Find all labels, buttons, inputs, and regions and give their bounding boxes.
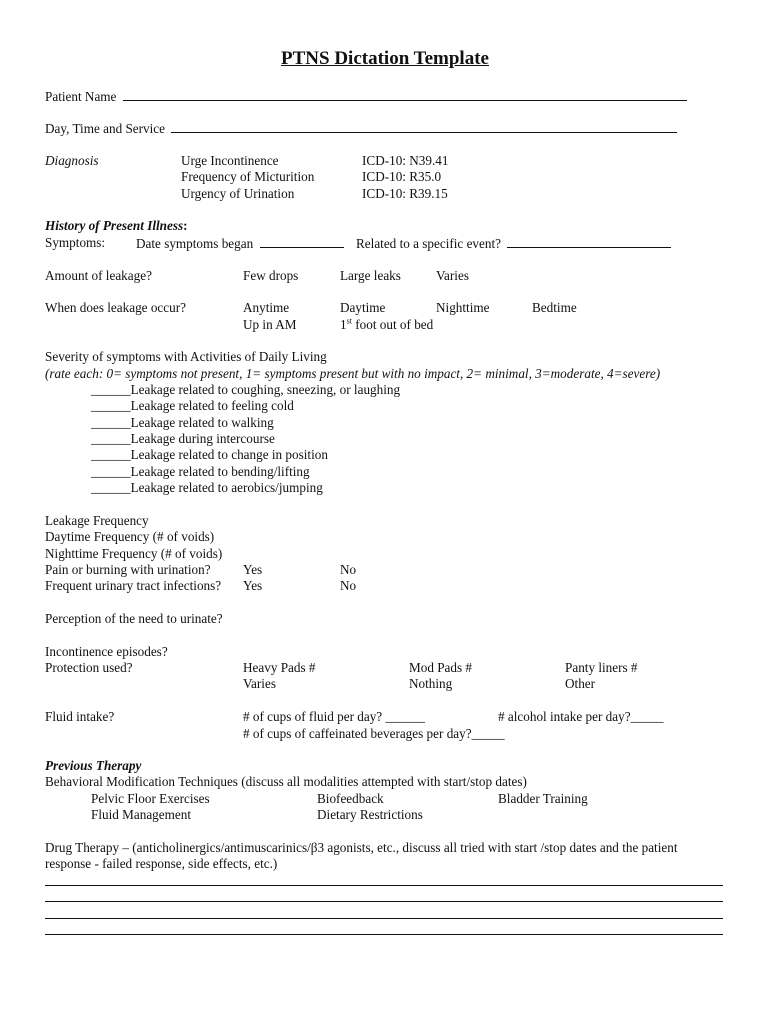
leakage-when-option: Up in AM xyxy=(243,317,297,332)
leakage-frequency-label: Leakage Frequency xyxy=(45,513,149,528)
severity-item-label: Leakage related to coughing, sneezing, or laughing xyxy=(130,382,401,397)
diagnosis-label: Diagnosis xyxy=(45,153,99,168)
diagnosis-code: ICD-10: R39.15 xyxy=(362,186,448,201)
answer-line[interactable] xyxy=(45,901,723,902)
severity-item xyxy=(91,464,310,480)
answer-line[interactable] xyxy=(45,934,723,935)
page-title: PTNS Dictation Template xyxy=(281,48,489,69)
severity-item-label: Leakage related to aerobics/jumping xyxy=(130,480,323,495)
drug-therapy-text-cont: response - failed response, side effects, etc.) xyxy=(45,856,278,871)
protection-option: Nothing xyxy=(409,676,453,691)
leakage-amount-option: Few drops xyxy=(243,268,299,283)
leakage-when-option: Bedtime xyxy=(532,300,577,315)
severity-item xyxy=(91,382,400,398)
therapy-option: Biofeedback xyxy=(317,791,384,806)
answer-line[interactable] xyxy=(45,918,723,919)
severity-item xyxy=(91,398,294,414)
hpi-heading-colon: : xyxy=(183,218,188,233)
leakage-when-label: When does leakage occur? xyxy=(45,300,186,315)
uti-label: Frequent urinary tract infections? xyxy=(45,578,222,593)
daytime-frequency-label: Daytime Frequency (# of voids) xyxy=(45,529,215,544)
severity-heading: Severity of symptoms with Activities of Daily Living xyxy=(45,349,327,364)
patient-name-row xyxy=(45,88,687,105)
diagnosis-name: Urge Incontinence xyxy=(181,153,279,168)
diagnosis-code: ICD-10: N39.41 xyxy=(362,153,449,168)
severity-blank[interactable]: ______ xyxy=(91,447,131,462)
patient-name-field[interactable] xyxy=(123,88,687,101)
caffeine-field: # of cups of caffeinated beverages per day?_____ xyxy=(243,726,505,741)
therapy-option: Pelvic Floor Exercises xyxy=(91,791,210,806)
severity-blank[interactable]: ______ xyxy=(91,382,131,397)
leakage-amount-label: Amount of leakage? xyxy=(45,268,152,283)
hpi-heading-text: History of Present Illness xyxy=(45,218,184,233)
fluid-intake-label: Fluid intake? xyxy=(45,709,115,724)
leakage-when-option: Nighttime xyxy=(436,300,490,315)
related-event-row xyxy=(356,235,671,252)
protection-option: Heavy Pads # xyxy=(243,660,316,675)
pain-label: Pain or burning with urination? xyxy=(45,562,211,577)
day-time-service-field[interactable] xyxy=(171,120,677,133)
day-time-service-row xyxy=(45,120,677,137)
leakage-amount-option: Large leaks xyxy=(340,268,401,283)
perception-label: Perception of the need to urinate? xyxy=(45,611,223,626)
fluid-cups-field: # of cups of fluid per day? ______ xyxy=(243,709,426,724)
nighttime-frequency-label: Nighttime Frequency (# of voids) xyxy=(45,546,223,561)
leakage-when-option xyxy=(340,317,433,333)
symptoms-label: Symptoms: xyxy=(45,235,106,250)
pain-no-option[interactable]: No xyxy=(340,562,357,577)
protection-option: Varies xyxy=(243,676,276,691)
severity-instructions: (rate each: 0= symptoms not present, 1= symptoms present but with no impact, 2= minimal, 3=moderate, 4=severe) xyxy=(45,366,661,381)
diagnosis-name: Urgency of Urination xyxy=(181,186,295,201)
answer-line[interactable] xyxy=(45,885,723,886)
severity-item-label: Leakage related to feeling cold xyxy=(130,398,294,413)
date-began-row xyxy=(136,235,344,252)
drug-therapy-text: Drug Therapy – (anticholinergics/antimuscarinics/β3 agonists, etc., discuss all tried with start /stop dates and the patient xyxy=(45,840,678,855)
severity-item xyxy=(91,431,275,447)
severity-item xyxy=(91,415,274,431)
hpi-heading xyxy=(45,218,188,234)
leakage-when-option: Daytime xyxy=(340,300,386,315)
protection-option: Panty liners # xyxy=(565,660,638,675)
previous-therapy-heading: Previous Therapy xyxy=(45,758,142,773)
severity-item-label: Leakage during intercourse xyxy=(130,431,275,446)
severity-item xyxy=(91,480,323,496)
uti-no-option[interactable]: No xyxy=(340,578,357,593)
diagnosis-name: Frequency of Micturition xyxy=(181,169,315,184)
date-began-field[interactable] xyxy=(260,235,344,248)
severity-item-label: Leakage related to walking xyxy=(130,415,274,430)
diagnosis-code: ICD-10: R35.0 xyxy=(362,169,442,184)
uti-yes-option[interactable]: Yes xyxy=(243,578,263,593)
first-foot-suffix: st xyxy=(346,316,352,326)
severity-blank[interactable]: ______ xyxy=(91,415,131,430)
therapy-option: Fluid Management xyxy=(91,807,191,822)
therapy-option: Dietary Restrictions xyxy=(317,807,423,822)
pain-yes-option[interactable]: Yes xyxy=(243,562,263,577)
patient-name-label: Patient Name xyxy=(45,89,117,104)
severity-item-label: Leakage related to bending/lifting xyxy=(130,464,310,479)
protection-label: Protection used? xyxy=(45,660,133,675)
behavioral-techniques-label: Behavioral Modification Techniques (discuss all modalities attempted with start/stop dates) xyxy=(45,774,527,789)
severity-blank[interactable]: ______ xyxy=(91,464,131,479)
day-time-service-label: Day, Time and Service xyxy=(45,121,166,136)
related-event-label: Related to a specific event? xyxy=(356,236,501,251)
date-began-label: Date symptoms began xyxy=(136,236,254,251)
first-foot-number: 1 xyxy=(340,317,347,332)
first-foot-text: foot out of bed xyxy=(351,317,434,332)
protection-option: Mod Pads # xyxy=(409,660,473,675)
severity-item xyxy=(91,447,328,463)
related-event-field[interactable] xyxy=(507,235,671,248)
therapy-option: Bladder Training xyxy=(498,791,588,806)
severity-blank[interactable]: ______ xyxy=(91,431,131,446)
severity-blank[interactable]: ______ xyxy=(91,398,131,413)
severity-item-label: Leakage related to change in position xyxy=(130,447,328,462)
leakage-when-option: Anytime xyxy=(243,300,290,315)
incontinence-episodes-label: Incontinence episodes? xyxy=(45,644,168,659)
alcohol-intake-field: # alcohol intake per day?_____ xyxy=(498,709,664,724)
leakage-amount-option: Varies xyxy=(436,268,469,283)
protection-option: Other xyxy=(565,676,596,691)
severity-blank[interactable]: ______ xyxy=(91,480,131,495)
